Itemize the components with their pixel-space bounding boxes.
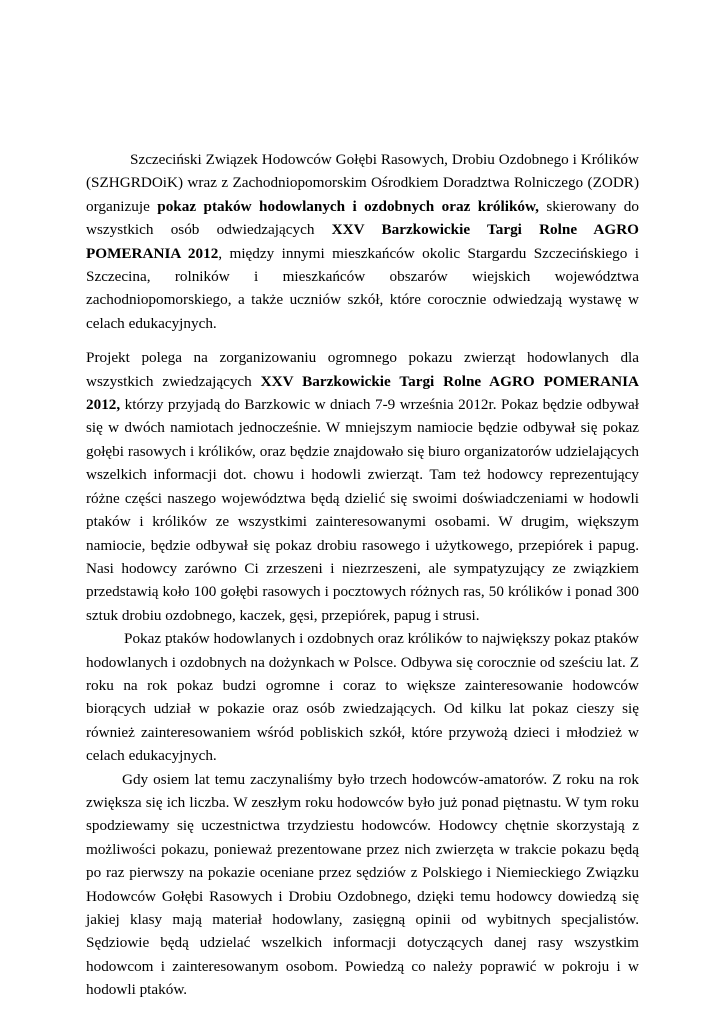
document-body: [86, 148, 639, 1002]
text-run: skierowany do wszystkich osób odwiedzających: [86, 197, 639, 239]
text-run: Gdy osiem lat temu zaczynaliśmy było trzech hodowców-amatorów. Z roku na rok zwiększa się ich liczba. W zeszłym roku hodowców było już ponad piętnastu. W tym roku spodziewamy się uczestnictwa trzydziestu hodowców. Hodowcy chętnie skorzystają z możliwości pokazu, ponieważ prezentowane przez nich zwierzęta w trakcie pokazu będą po raz pierwszy na pokazie oceniane przez sędziów z Polskiego i Niemieckiego Związku Hodowców Gołębi Rasowych i Drobiu Ozdobnego, dzięki temu hodowcy dowiedzą się jakiej klasy mają materiał hodowlany, zasięgną opinii od wybitnych specjalistów. Sędziowie będą udzielać wszelkich informacji dotyczących danej rasy wszystkim hodowcom i zainteresowanym osobom. Powiedzą co należy poprawić w pokroju i w hodowli ptaków.: [86, 770, 639, 999]
bold-text-run: XXV Barzkowickie Targi Rolne AGRO POMERANIA 2012: [86, 221, 639, 262]
paragraph-breeders: [86, 768, 639, 1002]
text-run: którzy przyjadą do Barzkowic w dniach 7-9 września 2012r. Pokaz będzie odbywał się w dwóch namiotach jednocześnie. W mniejszym namiocie będzie odbywał się pokaz gołębi rasowych i królików, oraz będzie znajdowało się biuro organizatorów udzielających wszelkich informacji dot. chowu i hodowli zwierząt. Tam też hodowcy reprezentujący różne części naszego województwa będą dzielić się swoimi doświadczeniami w hodowli ptaków i królików ze wszystkimi zainteresowanymi osobami. W drugim, większym namiocie, będzie odbywał się pokaz drobiu rasowego i użytkowego, przepiórek i papug. Nasi hodowcy zarówno Ci zrzeszeni i niezrzeszeni, ale sympatyzujący ze związkiem przedstawią koło 100 gołębi rasowych i pocztowych różnych ras, 50 królików i ponad 300 sztuk drobiu ozdobnego, kaczek, gęsi, przepiórek, papug i strusi.: [86, 396, 639, 624]
text-run: Pokaz ptaków hodowlanych i ozdobnych oraz królików to największy pokaz ptaków hodowlanych i ozdobnych na dożynkach w Polsce. Odbywa się corocznie od sześciu lat. Z roku na rok pokaz budzi ogromne i coraz to większe zainteresowanie hodowców biorących udział w pokazie oraz osób zwiedzających. Od kilku lat pokaz cieszy się również zainteresowaniem wśród pobliskich szkół, które przywożą dzieci i młodzież w celach edukacyjnych.: [86, 630, 639, 765]
paragraph-project: [86, 346, 639, 627]
text-run: , między innymi mieszkańców okolic Stargardu Szczecińskiego i Szczecina, rolników i mieszkańców obszarów wiejskich województwa zachodniopomorskiego, a także uczniów szkół, które corocznie odwiedzają wystawę w celach edukacyjnych.: [86, 244, 639, 332]
bold-text-run: pokaz ptaków hodowlanych i ozdobnych oraz królików,: [157, 197, 539, 215]
text-run: Projekt polega na zorganizowaniu ogromnego pokazu zwierząt hodowlanych dla wszystkich zwiedzających: [86, 349, 639, 390]
bold-text-run: XXV Barzkowickie Targi Rolne AGRO POMERANIA 2012,: [86, 372, 639, 414]
paragraph-intro: [86, 148, 639, 335]
paragraph-show-history: [86, 627, 639, 767]
text-run: Szczeciński Związek Hodowców Gołębi Rasowych, Drobiu Ozdobnego i Królików (SZHGRDOiK) wraz z Zachodniopomorskim Ośrodkiem Doradztwa Rolniczego (ZODR) organizuje: [86, 151, 639, 215]
